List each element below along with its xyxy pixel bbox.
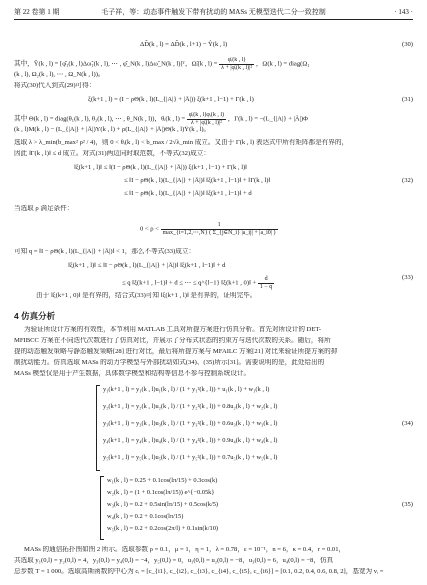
brace-35 <box>100 476 104 540</box>
d-over-one-minus-q: $\frac{d}{1 - q}$ <box>259 276 273 290</box>
system-34-row-4: y₄(k+1 , l) = y₄(k , l)u₄(k , l) / (1 + y₄²(k , l)) + 0.9u₄(k , l) + w₄(k , l) <box>103 437 278 444</box>
system-34-row-5: y₅(k+1 , l) = y₅(k , l)u₅(k , l) / (1 + y₅²(k , l)) + 0.7u₅(k , l) + w₅(k , l) <box>103 454 278 461</box>
para2-line-1: MASs 的通信拓扑图如图 2 所示。选取参数 ρ = 0.1，μ = 1，η = 1，λ = 0.78，ε = 10⁻¹，n = 6，κ = 0.4，r = 0.01， <box>24 546 346 553</box>
equation-30-number: (30) <box>402 41 413 48</box>
system-34-row-3: y₃(k+1 , l) = y₃(k , l)u₃(k , l) / (1 + y₃²(k , l)) + 0.6u₃(k , l) + w₃(k , l) <box>103 420 278 427</box>
section-heading: 4 仿真分析 <box>14 311 56 321</box>
omega-fraction: $\frac{\text{φ̂ᵢ(k , l)}}{\text{λ + |φ̂ᵢ(k , l)|²}}$ <box>221 57 253 71</box>
para1-line-1: 为验证所设计方案的有效性，本节利用 MATLAB 工具对所提方案进行仿真分析。首先对所设计的 DET- <box>24 326 322 333</box>
para1-line-3: 提的动态触发策略与静态触发策略[28] 进行对比，最后将所提方案与 MFAILC 方案[21] 对比来验证所提方案的抑 <box>14 348 338 355</box>
text-line-10: 由于 ‖ξ(k+1 , 0)‖ 是有界的，结合式(33)可知 ‖ξ(k+1 , l)‖ 是有界的，证明完毕。 <box>36 292 257 299</box>
equation-32-line-1: ‖ξ(k+1 , l)‖ ≤ ‖(I − ρΘ(k , l)(L_{|A|} + |Ā|)) ξ(k+1 , l−1) + Γ(k , l)‖ <box>74 164 248 171</box>
equation-34-number: (34) <box>402 420 413 427</box>
system-34-row-1: y₁(k+1 , l) = y₁(k , l)u₁(k , l) / (1 + y₁²(k , l)) + u₁(k , l) + w₁(k , l) <box>103 386 270 393</box>
page-number: · 143 · <box>394 8 413 16</box>
rho-condition: 0 < ρ < $\frac{1}{\max\_\{i=1,2,\cdots,N\} ( \Sigma\_\{j\in N\_i\} |a\_ij| + |a\_i0| )}$ <box>140 222 276 236</box>
rho-bound-fraction: $\frac{1}{\max\_\{i=1,2,\cdots,N\} ( \Sigma\_\{j\in N\_i\} |a\_ij| + |a\_i0| )}$ <box>162 222 276 236</box>
system-35-row-4: w₄(k , l) = 0.2 + 0.1cos(lπ/15) <box>107 513 184 520</box>
header-rule <box>14 19 413 20</box>
text-line-8: 当选取 ρ 满足条件： <box>14 205 74 212</box>
equation-33-number: (33) <box>402 274 413 281</box>
equation-32-number: (32) <box>402 177 413 184</box>
para2-line-2: 共选取 y₁(0,l) = y₂(0,l) = 4，y₃(0,l) = y₄(0,l) = −4，y₅(0,l) = 0，u₁(0,l) = u₂(0,l) = −8，u₃(0,l) = 6，u₄(0,l) = −8，仿真 <box>14 557 334 564</box>
system-35-row-1: w₁(k , l) = 0.25 + 0.1cos(lπ/15) + 0.3cos(k) <box>107 477 218 484</box>
equation-32-line-2: ≤ ‖I − ρΘ(k , l)(L_{|A|} + |Ā|)‖ ‖ξ(k+1 , l−1)‖ + ‖Γ(k , l)‖ <box>124 177 271 184</box>
equation-30: ΔD̂(k , l) = ΔD̂(k , l+1) − Ŷ(k , l) <box>140 41 228 48</box>
system-35-row-3: w₃(k , l) = 0.2 + 0.5sin(lπ/15) + 0.5cos(k/5) <box>107 501 219 508</box>
text-line-9: 可知 q = ‖I − ρΘ(k , l)(L_{|A|} + |Ā|)‖ < 1，那么不等式(33)成立： <box>14 248 196 255</box>
equation-33-line-2: ≤ q ‖ξ(k+1 , l−1)‖ + d ≤ ⋯ ≤ q^{l−1} ‖ξ(k+1 , 0)‖ + $\frac{d}{1 - q}$ <box>122 276 273 290</box>
equation-33-line-1: ‖ξ(k+1 , l)‖ ≤ ‖I − ρΘ(k , l)(L_{|A|} + |Ā|)‖ ‖ξ(k+1 , l−1)‖ + d <box>68 262 226 269</box>
brace-34 <box>96 385 100 471</box>
system-35-row-5: w₅(k , l) = 0.2 + 0.2cos(2π/l) + 0.1sin(k/10) <box>107 525 219 532</box>
text-line-3: 将式(30)代入到式(29)可得： <box>14 82 96 89</box>
equation-31-number: (31) <box>402 96 413 103</box>
text-line-7: 因此 ‖Γ(k , l)‖ ≤ d 成立。对式(31)两边同时取范数，不等式(32)成立： <box>14 150 210 157</box>
journal-volume: 第 22 卷第 1 期 <box>14 8 60 16</box>
text-line-2: (k , l), Ω₂(k , l), ⋯ , Ω_N(k , l))。 <box>14 71 105 78</box>
text-line-5: (k , l)M(k , l) − (L_{|A|} + |Ā|)Y(k , l) + ρ(L_{|A|} + |Ā|)Θ(k , l)Ŷ(k , l)。 <box>14 126 211 133</box>
text-line-6: 选取 λ > λ_min(b_max² ρ² / 4)，则 0 < θᵢ(k , l) < b_max / 2√λ_min 成立。又由于 Γ(k , l) 表达式中所有矩阵都是有界的， <box>14 139 349 146</box>
equation-35-number: (35) <box>402 501 413 508</box>
equation-32-line-3: ≤ ‖I − ρΘ(k , l)(L_{|A|} + |Ā|)‖ ‖ξ(k+1 , l−1)‖ + d <box>124 190 252 197</box>
system-34-row-2: y₂(k+1 , l) = y₂(k , l)u₂(k , l) / (1 + y₂²(k , l)) + 0.8u₂(k , l) + w₂(k , l) <box>103 403 278 410</box>
para1-line-4: 制扰动能力。仿真选取 MASs 的动力学模型与外部扰动如式(34)、(35)所示[31]。需要说明的是，此处给出的 <box>14 359 325 366</box>
para2-line-3: 总步数 T = 1 000。选取高斯函数的中心为 cᵢ = [c_{i1}, c_{i2}, c_{i3}, c_{i4}, c_{i5}, c_{i6}] = [0.1, 0.2, 0.4, 0.6, 0.8, 2]，基宽为 vᵢ = <box>14 568 384 575</box>
running-header <box>14 7 413 17</box>
text-line-1: 其中，Ŷ(k , l) = [φ̂₁(k , l)Δω̃₁(k , l), ⋯ , φ̂_N(k , l)Δω̃_N(k , l)]ᵀ，Ω̃ᵢ(k , l) = $\frac{\text{φ̂ᵢ(k , l)}}{\text{λ + |φ̂ᵢ(k , l)|²}}$ ，Ω(k , l) = diag(Ω₁ <box>14 57 310 71</box>
system-35-row-2: w₂(k , l) = (1 + 0.1cos(lπ/15)) e^{−0.05k} <box>107 489 215 496</box>
theta-fraction: $\frac{\text{φ̂ᵢ(k , l)φᵢ(k , l)}}{\text{λ + |φ̂ᵢ(k , l)|²}}$ <box>188 112 225 126</box>
para1-line-5: MASs 模型仅是用于产生数据，具体数学模型和结构等信息不参与控制系统设计。 <box>14 370 251 377</box>
para1-line-2: MFIBCC 方案在不同迭代次数进行了仿真对比，并展示了分布式状态的约束方与迭代次数的关系。随后，将所 <box>14 337 331 344</box>
text-line-4: 其中 Θ(k , l) = diag(θ₁(k , l), θ₂(k , l), ⋯ , θ_N(k , l))，θᵢ(k , l) = $\frac{\text{φ̂ᵢ(k , l)φᵢ(k , l)}}{\text{λ + |φ̂ᵢ(k , l)|²}}$ ，Γ(k , l) = −(L_{|A|} + |Ā|)Φ <box>14 112 308 126</box>
equation-31: ξ(k+1 , l) = (I − ρΘ(k , l)(L_{|A|} + |Ā|)) ξ(k+1 , l−1) + Γ(k , l) <box>88 96 254 103</box>
running-title: 毛子祥，等：动态事件触发下带有扰动的 MASs 无模型迭代二分一致控制 <box>101 8 326 16</box>
